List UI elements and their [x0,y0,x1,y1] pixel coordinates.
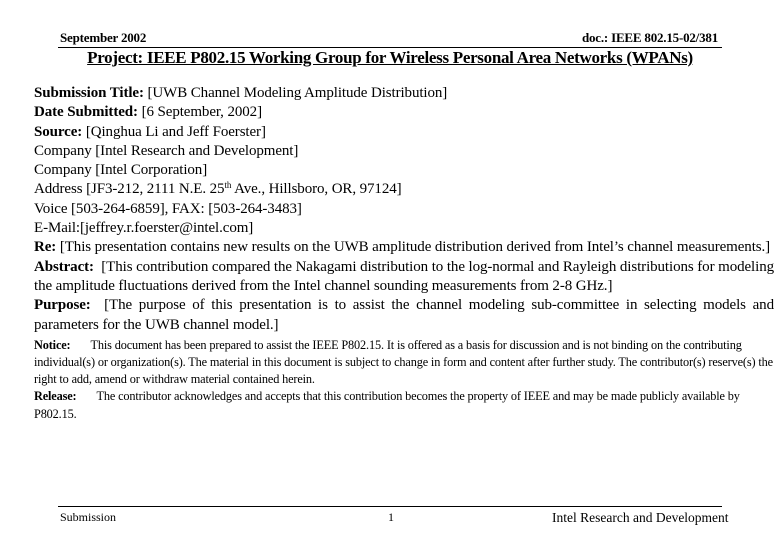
purpose-line [34,296,774,335]
document-body [34,84,774,423]
address-after: Ave., Hillsboro, OR, 97124] [231,181,402,198]
address-sup: th [224,180,232,191]
release-value: The contributor acknowledges and accepts that this contribution becomes the property of IEEE and may be made publicly available by P802.15. [34,389,740,421]
abstract-value: [This contribution compared the Nakagami distribution to the log-normal and Rayleigh distributions for modeling the amplitude fluctuations derived from the Intel channel sounding measurements from 2-8 GHz.] [34,258,774,294]
company-line-2: Company [Intel Corporation] [34,162,208,179]
footer-submission: Submission [60,510,117,524]
voice-line: Voice [503-264-6859], FAX: [503-264-3483] [34,200,302,217]
legal-notices [34,337,774,423]
address-before: Address [JF3-212, 2111 N.E. 25 [34,181,225,198]
date-submitted-line [34,103,774,122]
footer-page-number: 1 [388,510,394,524]
notice-line [34,337,774,389]
abstract-line [34,258,774,297]
release-label: Release: [34,389,77,404]
submission-title-value: [UWB Channel Modeling Amplitude Distribution] [147,85,448,101]
submission-title-label: Submission Title: [34,85,144,101]
abstract-label: Abstract: [34,258,94,275]
notice-label: Notice: [34,337,71,352]
re-value: [This presentation contains new results on the UWB amplitude distribution derived from Intel’s channel measurements.] [59,239,771,256]
source-line [34,123,774,142]
project-title: Project: IEEE P802.15 Working Group for Wireless Personal Area Networks (WPANs) [87,48,693,67]
header-doc-id: doc.: IEEE 802.15-02/381 [581,30,718,45]
email-line: E-Mail:[jeffrey.r.foerster@intel.com] [34,220,254,237]
footer-rule [58,506,722,507]
source-label: Source: [34,123,83,140]
date-submitted-value: [6 September, 2002] [141,104,262,121]
footer-organization: Intel Research and Development [552,510,729,525]
purpose-label: Purpose: [34,297,91,314]
address-line [34,180,774,199]
notice-value: This document has been prepared to assist the IEEE P802.15. It is offered as a basis for discussion and is not binding on the contributing individual(s) or organization(s). The material in this document is subject to change in form and content after further study. The contributor(s) reserve(s) the right to add, amend or withdraw material contained herein. [34,337,773,387]
re-label: Re: [34,239,57,256]
date-submitted-label: Date Submitted: [34,104,138,121]
company-line-1: Company [Intel Research and Development] [34,142,299,159]
header-date: September 2002 [60,30,147,45]
submission-title-line [34,84,774,103]
re-line [34,238,774,257]
source-value: [Qinghua Li and Jeff Foerster] [85,123,266,140]
purpose-value: [The purpose of this presentation is to assist the channel modeling sub-committee in selecting models and parameters for the UWB channel model.] [34,297,774,333]
release-line [34,388,774,422]
